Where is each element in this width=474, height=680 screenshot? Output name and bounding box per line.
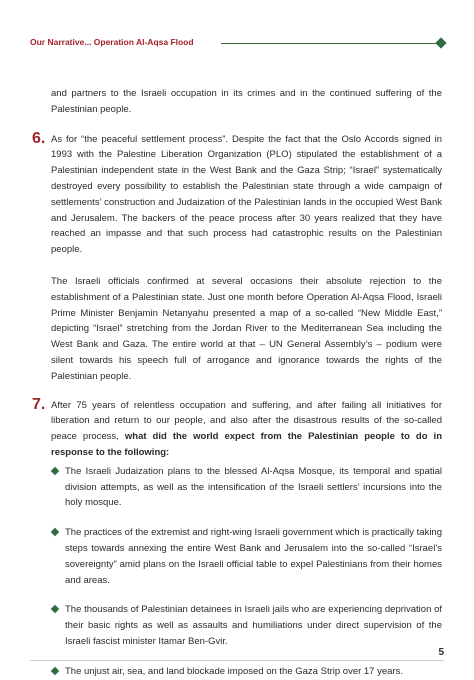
bullet-list	[51, 464, 442, 680]
bullet-item	[51, 664, 442, 680]
bullet-item	[51, 602, 442, 649]
diamond-bullet-icon	[51, 605, 59, 613]
page-body	[32, 86, 442, 680]
page-number: 5	[438, 647, 444, 658]
list-item-6	[32, 129, 442, 385]
item-6-paragraph-1: As for “the peaceful settlement process”. Despite the fact that the Oslo Accords signed in 1993 with the Palestine Liberation Organization (PLO) stipulated the establishment of a Palestinian independent state in the West Bank and the Gaza Strip; “Israel” systematically destroyed every possibility to establish the Palestinian state through a wide campaign of settlements’ construction and Judaization of the Palestinian lands in the occupied West Bank and Jerusalem. The backers of the peace process after 30 years realized that they have reached an impasse and that such process had catastrophic results on the Palestinian people.	[51, 133, 442, 256]
footer-rule	[30, 660, 444, 661]
running-header-title: Our Narrative... Operation Al-Aqsa Flood	[30, 37, 194, 47]
item-7-lead	[51, 398, 442, 461]
item-6-paragraph-2: The Israeli officials confirmed at several occasions their absolute rejection to the establishment of a Palestinian state. Just one month before Operation Al-Aqsa Flood, Israeli Prime Minister Benjamin Netanyahu presented a map of a so-called “New Middle East,” depicting “Israel” stretching from the Jordan River to the Mediterranean Sea including the West Bank and Gaza. The entire world at that – UN General Assembly’s – podium were silent towards his speech full of arrogance and ignorance towards the rights of the Palestinian people.	[51, 275, 442, 382]
diamond-bullet-icon	[51, 466, 59, 474]
list-item-7	[32, 395, 443, 680]
item-number-6: 6.	[32, 129, 46, 147]
diamond-bullet-icon	[51, 528, 59, 536]
bullet-item	[51, 464, 442, 511]
header-rule	[221, 43, 436, 44]
item-7-lead-question: what did the world expect from the Palestinian people to do in response to the following:	[51, 431, 443, 458]
item-number-7: 7.	[32, 395, 46, 413]
running-header	[30, 36, 446, 52]
bullet-text: The practices of the extremist and right-wing Israeli government which is practically taking steps towards annexing the entire West Bank and Jerusalem into the so-called “Israel’s sovereignty” amid plans on the Israeli official table to expel Palestinians from their homes and areas.	[65, 527, 442, 586]
bullet-text: The unjust air, sea, and land blockade imposed on the Gaza Strip over 17 years.	[65, 665, 403, 677]
intro-paragraph: and partners to the Israeli occupation in its crimes and in the continued suffering of the Palestinian people.	[51, 88, 442, 115]
bullet-text: The Israeli Judaization plans to the blessed Al-Aqsa Mosque, its temporal and spatial division attempts, as well as the intensification of the Israeli settlers’ incursions into the holy mosque.	[65, 465, 442, 509]
item-7-lead-text: After 75 years of relentless occupation and suffering, and after failing all initiatives for liberation and return to our people, and also after the disastrous results of the so-called peace process,	[51, 399, 442, 443]
bullet-item	[51, 525, 442, 588]
bullet-text: The thousands of Palestinian detainees in Israeli jails who are experiencing deprivation of their basic rights as well as assaults and humiliations under direct supervision of the Israeli fascist minister Itamar Ben-Gvir.	[65, 604, 442, 647]
header-diamond-icon	[435, 37, 446, 48]
